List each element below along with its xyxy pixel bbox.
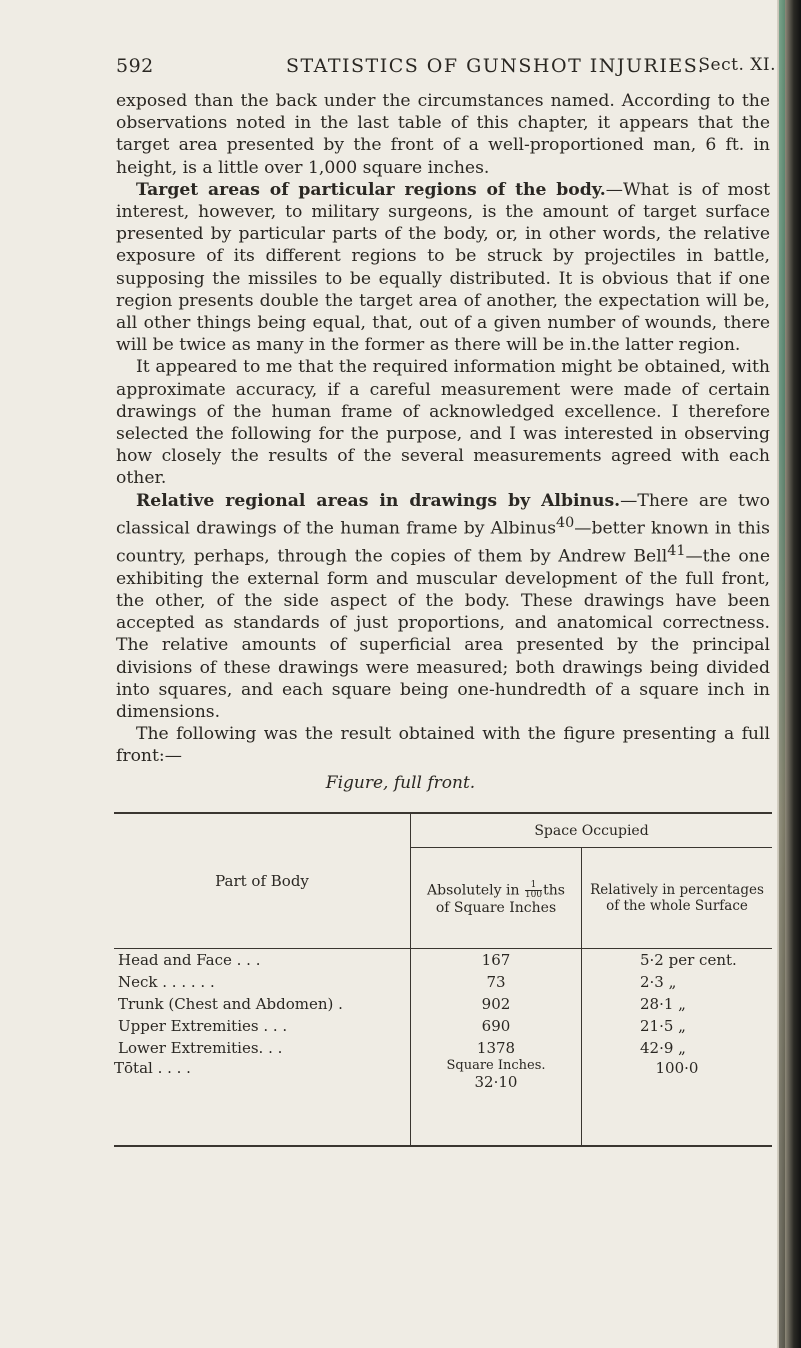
- paragraph-2-heading: Target areas of particular regions of the body.: [136, 179, 606, 200]
- paragraph-3: It appeared to me that the required information might be obtained, with approximate accuracy, if a careful measurement were made of certain drawings of the human frame of acknowledged excellence. I therefore selected the following for the purpose, and I was interested in observing how closely the results of the several measurements agreed with each other.: [116, 357, 770, 489]
- table-row-part: Neck . . . . . .: [118, 973, 215, 991]
- header-absolute: [411, 848, 582, 949]
- header-absolute-line2: of Square Inches: [435, 899, 557, 916]
- paragraph-4-text-a: —There are two classical drawings of the human frame by Albinus: [116, 490, 770, 539]
- table-cell-absolute: 902: [481, 995, 511, 1013]
- fraction-numerator: 1: [525, 881, 542, 891]
- paragraph-1: exposed than the back under the circumstances named. According to the observations noted in the last table of this chapter, it appears that the target area presented by the front of a well-proportioned man, 6 ft. in height, is a little over 1,000 square inches.: [116, 91, 770, 178]
- header-space-occupied: Space Occupied: [411, 813, 773, 848]
- header-part-of-body: Part of Body: [114, 813, 411, 949]
- table-cell-absolute: 690: [481, 1017, 511, 1035]
- header-absolute-post: ths: [543, 882, 565, 898]
- page-edge-binding: [779, 0, 785, 1348]
- table-cell-relative: 5·2 per cent.: [640, 951, 737, 969]
- table-cell-absolute: 167: [481, 951, 511, 969]
- table-row-part: Lower Extremities. . .: [118, 1039, 283, 1057]
- paragraph-2-body: —What is of most interest, however, to military surgeons, is the amount of target surface presented by particular parts of the body, or, in other words, the relative exposure of its different regions to be struck by projectiles in battle, supposing the missiles to be equally distributed. It is obvious that if one region presents double the target area of another, the expectation will be, all other things being equal, that, out of a given number of wounds, there will be twice as many in the former as there will be in.the latter region.: [116, 179, 771, 356]
- paragraph-4-text-b: —better known in this country, perhaps, through the copies of them by Andrew Bell: [116, 518, 770, 567]
- absolute-values-column: [411, 949, 582, 1060]
- paragraph-5: The following was the result obtained with the figure presenting a full front:—: [116, 724, 770, 767]
- fraction-one-hundredth: [525, 881, 542, 900]
- section-label: Sect. XI.: [698, 55, 776, 75]
- relative-values-column: [582, 949, 773, 1060]
- part-names-column: [114, 949, 411, 1060]
- table-caption: Figure, full front.: [325, 773, 476, 793]
- table-cell-relative: 42·9 „: [640, 1039, 686, 1057]
- paragraph-2: [116, 179, 770, 357]
- total-label: Tōtal . . . .: [114, 1059, 191, 1077]
- footnote-ref-40: 40: [556, 514, 575, 531]
- table-cell-relative: 28·1 „: [640, 995, 686, 1013]
- table-row-part: Head and Face . . .: [118, 951, 261, 969]
- paragraph-4-heading: Relative regional areas in drawings by Albinus.: [136, 490, 621, 511]
- total-absolute: 32·10: [474, 1073, 518, 1091]
- page-number: 592: [116, 55, 154, 77]
- table-cell-relative: 21·5 „: [640, 1017, 686, 1035]
- total-absolute-cell: [411, 1059, 582, 1146]
- total-unit: Square Inches.: [446, 1058, 546, 1073]
- header-relative: Relatively in percentages of the whole Surface: [582, 848, 773, 949]
- fraction-denominator: 100: [524, 889, 543, 900]
- paragraph-4-text-c: —the one exhibiting the external form and muscular development of the full front, the other, of the side aspect of the body. These drawings have been accepted as standards of just proportions, and anatomical correctness. The relative amounts of superficial area presented by the principal divisions of these drawings were measured; both drawings being divided into squares, and each square being one-hundredth of a square inch in dimensions.: [116, 546, 770, 722]
- area-table: [114, 812, 772, 1147]
- table-row-part: Upper Extremities . . .: [118, 1017, 288, 1035]
- table-cell-relative: 2·3 „: [640, 973, 677, 991]
- running-title: STATISTICS OF GUNSHOT INJURIES.: [286, 55, 706, 77]
- header-absolute-pre: Absolutely in: [427, 882, 520, 898]
- paragraph-4: [116, 490, 770, 724]
- running-header: [116, 55, 776, 83]
- table-cell-absolute: 1378: [476, 1039, 516, 1057]
- table-cell-absolute: 73: [486, 973, 506, 991]
- table-row-part: Trunk (Chest and Abdomen) .: [118, 995, 343, 1013]
- total-relative: 100·0: [582, 1059, 773, 1146]
- footnote-ref-41: 41: [667, 542, 686, 559]
- body-text: [116, 90, 770, 768]
